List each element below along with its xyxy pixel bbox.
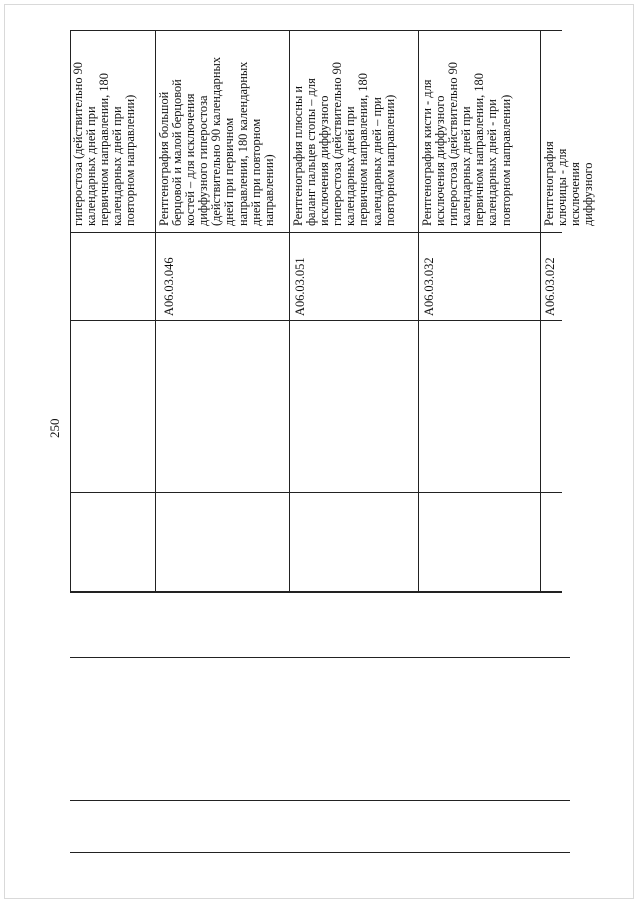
table-row-code: A06.03.032 [422,257,436,316]
column-rule [70,232,562,233]
table-row-code: A06.03.046 [162,257,176,316]
row-separator [70,592,562,593]
stub-rule [70,800,570,801]
row-divider [155,30,156,592]
table-row-code: A06.03.022 [543,257,557,316]
table-row-text: Рентгенография кисти - для исключения диффузного гиперостоза (действительно 90 календарных дней при первичном направлении, 180 календарных дней - при повторном направлении) [420,61,513,226]
stub-rule [70,657,570,658]
table-row-text: гиперостоза (действительно 90 календарных дней при первичном направлении, 180 календарных дней при повторном направлении) [71,61,138,226]
table-row-text: Рентгенография плюсны и фаланг пальцев стопы – для исключения диффузного гиперостоза (действительно 90 календарных дней при первичном направлении, 180 календарных дней – при повторном направлении) [291,61,397,226]
column-rule [70,320,562,321]
row-divider [540,30,541,592]
stub-rule [70,852,570,853]
column-rule [70,492,562,493]
table-row-code: A06.03.051 [293,257,307,316]
row-separator [70,591,562,592]
table-row-text: Рентгенография большой берцовой и малой берцовой костей – для исключения диффузного гиперостоза (действительно 90 календарных дней при первичном направлении, 180 календарных дней при повторном направлении) [157,56,276,226]
row-divider [418,30,419,592]
row-separator [70,30,562,31]
row-divider [289,30,290,592]
table-row-text: Рентгенография ключицы - для исключения диффузного [542,141,596,226]
page-number: 250 [47,418,62,438]
